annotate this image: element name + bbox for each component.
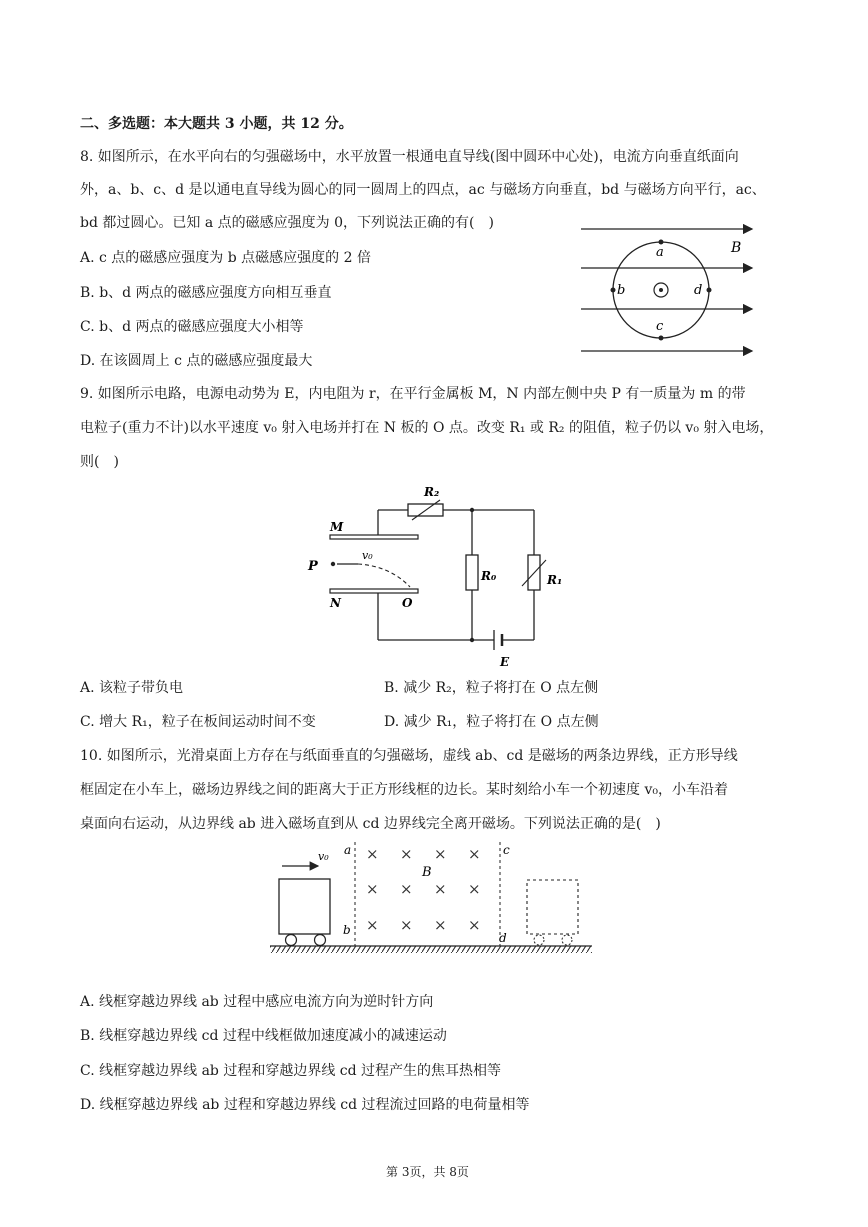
q10-option-c: C. 线框穿越边界线 ab 过程和穿越边界线 cd 过程产生的焦耳热相等 — [80, 1063, 502, 1079]
q8-option-d: D. 在该圆周上 c 点的磁感应强度最大 — [80, 353, 313, 369]
q8-stem-line-3: bd 都过圆心。已知 a 点的磁感应强度为 0，下列说法正确的有( ) — [80, 215, 494, 231]
page-footer: 第 3页，共 8页 — [386, 1165, 469, 1179]
field-cross: × — [400, 880, 413, 898]
plate-N — [330, 589, 418, 593]
point-b — [611, 288, 616, 293]
q10-option-a: A. 线框穿越边界线 ab 过程中感应电流方向为逆时针方向 — [80, 994, 434, 1010]
label-N: N — [330, 596, 341, 610]
q10-stem-line-3: 桌面向右运动，从边界线 ab 进入磁场直到从 cd 边界线完全离开磁场。下列说法正确的是( ) — [80, 816, 661, 832]
label-d: d — [499, 931, 507, 945]
section-heading: 二、多选题：本大题共 3 小题，共 12 分。 — [80, 116, 353, 132]
label-O: O — [402, 596, 413, 610]
point-a — [659, 240, 664, 245]
q8-stem-line-2: 外，a、b、c、d 是以通电直导线为圆心的同一圆周上的四点，ac 与磁场方向垂直，bd 与磁场方向平行，ac、 — [80, 182, 766, 198]
q9-stem-line-2: 电粒子(重力不计)以水平速度 v₀ 射入电场并打在 N 板的 O 点。改变 R₁ 或 R₂ 的阻值，粒子仍以 v₀ 射入电场， — [80, 420, 774, 436]
cart-wheel — [315, 935, 326, 946]
field-cross: × — [366, 880, 379, 898]
field-cross: × — [434, 916, 447, 934]
label-B: B — [422, 865, 432, 880]
field-cross: × — [468, 845, 481, 863]
q9-stem-line-3: 则( ) — [80, 454, 119, 470]
field-cross: × — [400, 845, 413, 863]
q9-option-b: B. 减少 R₂，粒子将打在 O 点左侧 — [384, 680, 599, 696]
point-d — [707, 288, 712, 293]
label-c: c — [503, 843, 510, 857]
q10-option-b: B. 线框穿越边界线 cd 过程中线框做加速度减小的减速运动 — [80, 1028, 447, 1044]
cart-wheel-dashed — [534, 935, 544, 945]
cart-wheel-dashed — [562, 935, 572, 945]
label-a: a — [344, 843, 352, 857]
q8-magnetic-field-figure — [576, 222, 766, 362]
field-cross: × — [468, 880, 481, 898]
resistor-R0 — [466, 555, 478, 590]
particle — [331, 562, 335, 566]
q10-option-d: D. 线框穿越边界线 ab 过程和穿越边界线 cd 过程流过回路的电荷量相等 — [80, 1097, 530, 1113]
label-R2: R₂ — [424, 485, 440, 499]
label-v0: v₀ — [318, 850, 329, 863]
q8-option-b: B. b、d 两点的磁感应强度方向相互垂直 — [80, 285, 332, 301]
label-b: b — [617, 283, 626, 298]
field-cross: × — [468, 916, 481, 934]
label-b: b — [343, 923, 351, 937]
cart-wheel — [286, 935, 297, 946]
q9-circuit-figure — [300, 480, 580, 675]
q10-stem-line-1: 10. 如图所示，光滑桌面上方存在与纸面垂直的匀强磁场，虚线 ab、cd 是磁场的两条边界线，正方形导线 — [80, 748, 738, 764]
q10-stem-line-2: 框固定在小车上，磁场边界线之间的距离大于正方形线框的边长。某时刻给小车一个初速度 v₀，小车沿着 — [80, 782, 728, 798]
label-B: B — [731, 240, 742, 256]
label-R0: R₀ — [481, 569, 497, 583]
label-R1: R₁ — [547, 573, 563, 587]
q9-option-c: C. 增大 R₁，粒子在板间运动时间不变 — [80, 714, 316, 730]
plate-M — [330, 535, 418, 539]
label-d: d — [694, 283, 703, 298]
field-cross: × — [366, 916, 379, 934]
label-a: a — [656, 245, 664, 260]
q9-stem-line-1: 9. 如图所示电路，电源电动势为 E，内电阻为 r，在平行金属板 M，N 内部左侧中央 P 有一质量为 m 的带 — [80, 386, 746, 402]
q10-cart-figure — [262, 840, 602, 960]
field-cross: × — [400, 916, 413, 934]
field-cross: × — [434, 845, 447, 863]
label-c: c — [656, 319, 664, 334]
label-E: E — [500, 655, 510, 669]
q8-stem-line-1: 8. 如图所示，在水平向右的匀强磁场中，水平放置一根通电直导线(图中圆环中心处)，电流方向垂直纸面向 — [80, 149, 739, 165]
field-cross: × — [366, 845, 379, 863]
label-v0: v₀ — [362, 549, 373, 562]
label-M: M — [330, 520, 344, 534]
q9-option-d: D. 减少 R₁，粒子将打在 O 点左侧 — [384, 714, 599, 730]
q9-option-a: A. 该粒子带负电 — [80, 680, 184, 696]
cart-frame-dashed — [527, 880, 578, 934]
label-P: P — [308, 559, 318, 574]
cart-frame — [279, 879, 330, 934]
q8-option-a: A. c 点的磁感应强度为 b 点磁感应强度的 2 倍 — [80, 250, 371, 266]
point-c — [659, 336, 664, 341]
q8-option-c: C. b、d 两点的磁感应强度大小相等 — [80, 319, 304, 335]
field-cross: × — [434, 880, 447, 898]
wire-center-dot — [659, 288, 663, 292]
